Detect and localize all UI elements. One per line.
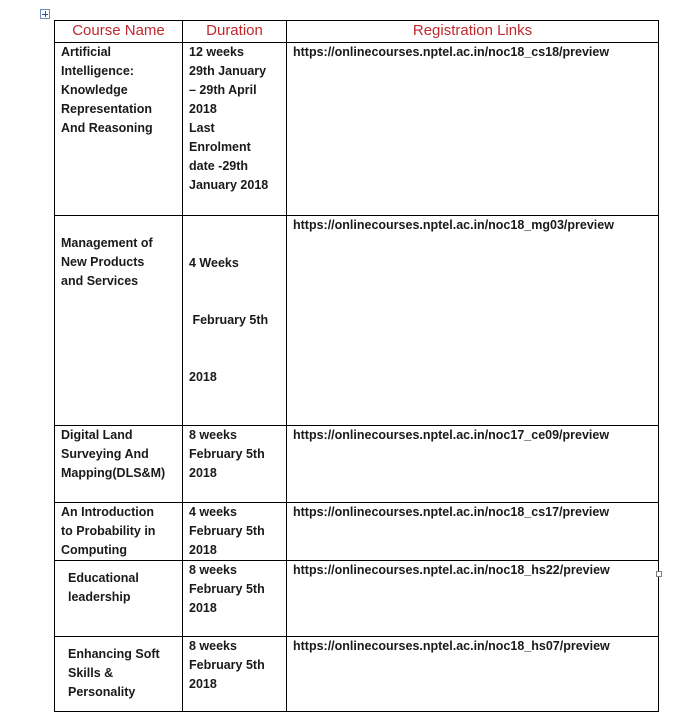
course-name-line: Enhancing Soft (68, 647, 160, 661)
table-move-handle-icon[interactable] (40, 9, 50, 19)
course-name-cell (55, 43, 183, 216)
duration-line: 8 weeks (189, 639, 237, 653)
registration-link-cell (287, 561, 659, 637)
registration-link-cell (287, 637, 659, 712)
duration-line: 8 weeks (189, 428, 237, 442)
table-row (55, 637, 659, 712)
course-name-line: Intelligence: (61, 64, 134, 78)
duration-line: 8 weeks (189, 563, 237, 577)
registration-link-cell (287, 426, 659, 503)
table-row (55, 216, 659, 426)
duration-cell (183, 216, 287, 426)
course-name-line: Digital Land (61, 428, 133, 442)
duration-line: Last (189, 121, 215, 135)
course-name-line: Management of (61, 236, 153, 250)
registration-link[interactable]: https://onlinecourses.nptel.ac.in/noc18_cs18/preview (293, 45, 610, 59)
table-header-row (55, 21, 659, 43)
course-name-cell (55, 426, 183, 503)
course-name-line: Knowledge (61, 83, 128, 97)
header-course-name: Course Name (55, 21, 183, 43)
course-name-cell (55, 216, 183, 426)
duration-line: February 5th (189, 313, 269, 327)
duration-line: 2018 (189, 370, 217, 384)
course-name-line: Personality (68, 685, 136, 699)
table-row (55, 426, 659, 503)
header-duration: Duration (183, 21, 287, 43)
course-name-line: to Probability in (61, 524, 156, 538)
course-name-cell (55, 637, 183, 712)
table-row (55, 561, 659, 637)
table-row (55, 43, 659, 216)
duration-line: 12 weeks (189, 45, 244, 59)
duration-line: 2018 (189, 601, 217, 615)
duration-cell (183, 637, 287, 712)
registration-link-cell (287, 503, 659, 561)
duration-line: February 5th (189, 658, 265, 672)
duration-line: 2018 (189, 466, 217, 480)
registration-link[interactable]: https://onlinecourses.nptel.ac.in/noc18_mg03/preview (293, 218, 614, 232)
course-name-line: Representation (61, 102, 152, 116)
registration-link[interactable]: https://onlinecourses.nptel.ac.in/noc18_hs07/preview (293, 639, 610, 653)
duration-line: 29th January (189, 64, 267, 78)
duration-line: – 29th April (189, 83, 257, 97)
course-name-line: Computing (61, 543, 127, 557)
registration-link-cell (287, 216, 659, 426)
duration-cell (183, 426, 287, 503)
table-resize-handle-icon[interactable] (656, 571, 662, 577)
course-name-line: Mapping(DLS&M) (61, 466, 166, 480)
header-registration-links: Registration Links (287, 21, 659, 43)
course-name-line: leadership (68, 590, 131, 604)
duration-line: 4 weeks (189, 505, 237, 519)
registration-link[interactable]: https://onlinecourses.nptel.ac.in/noc18_hs22/preview (293, 563, 610, 577)
duration-line: February 5th (189, 582, 265, 596)
duration-line: Enrolment (189, 140, 251, 154)
course-name-line: And Reasoning (61, 121, 153, 135)
course-name-line: Surveying And (61, 447, 149, 461)
course-table (54, 20, 659, 712)
table-row (55, 503, 659, 561)
course-name-line: Artificial (61, 45, 112, 59)
duration-line: January 2018 (189, 178, 269, 192)
course-name-line: An Introduction (61, 505, 155, 519)
registration-link[interactable]: https://onlinecourses.nptel.ac.in/noc18_cs17/preview (293, 505, 610, 519)
duration-line: February 5th (189, 447, 265, 461)
course-name-cell (55, 561, 183, 637)
registration-link[interactable]: https://onlinecourses.nptel.ac.in/noc17_ce09/preview (293, 428, 610, 442)
duration-cell (183, 43, 287, 216)
course-name-line: and Services (61, 274, 139, 288)
duration-line: date -29th (189, 159, 249, 173)
course-name-cell (55, 503, 183, 561)
duration-line: 2018 (189, 677, 217, 691)
course-name-line: New Products (61, 255, 145, 269)
duration-line: 4 Weeks (189, 256, 239, 270)
duration-line: February 5th (189, 524, 265, 538)
duration-cell (183, 503, 287, 561)
registration-link-cell (287, 43, 659, 216)
duration-line: 2018 (189, 102, 217, 116)
course-name-line: Educational (68, 571, 139, 585)
course-name-line: Skills & (68, 666, 114, 680)
duration-line: 2018 (189, 543, 217, 557)
duration-cell (183, 561, 287, 637)
